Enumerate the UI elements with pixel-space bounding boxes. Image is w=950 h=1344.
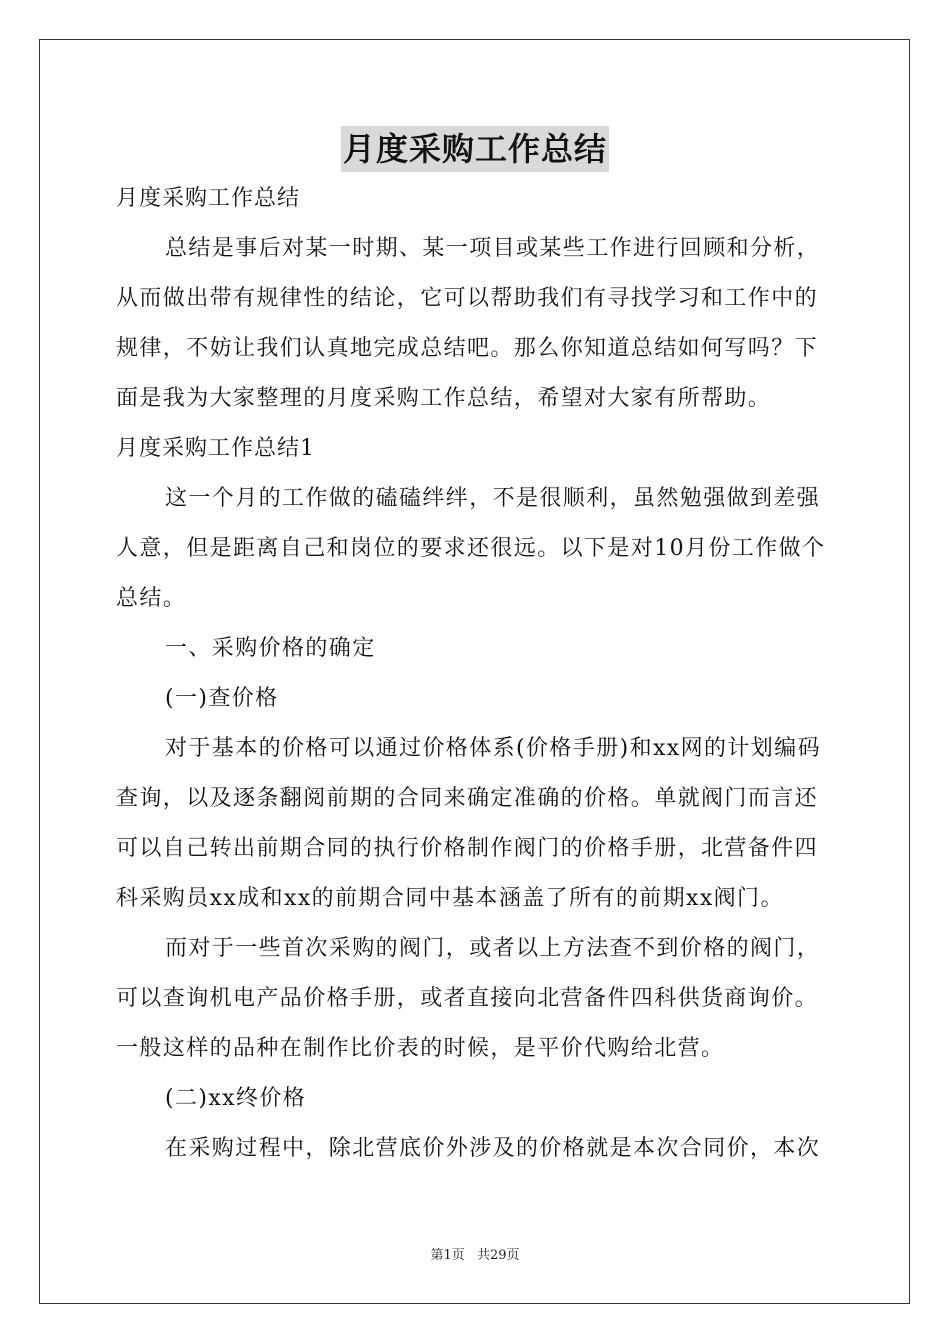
subsection-item: (二)xx终价格 [165, 1086, 307, 1111]
page-number: 第1页 [430, 1248, 465, 1263]
document-title: 月度采购工作总结 [341, 126, 609, 172]
section-heading-1: 月度采购工作总结1 [116, 436, 315, 461]
title-wrap [0, 126, 950, 172]
body-paragraph: 在采购过程中，除北营底价外涉及的价格就是本次合同价，本次 [165, 1136, 821, 1161]
intro-heading: 月度采购工作总结 [116, 186, 301, 211]
subsection-item: (一)查价格 [165, 686, 279, 711]
page-footer [0, 1244, 950, 1263]
document-body [116, 174, 836, 1174]
body-paragraph: 而对于一些首次采购的阀门，或者以上方法查不到价格的阀门，可以查询机电产品价格手册，或者直接向北营备件四科供货商询价。一般这样的品种在制作比价表的时候，是平价代购给北营。 [116, 936, 821, 1061]
subsection-heading: 一、采购价格的确定 [165, 636, 376, 661]
page-total: 共29页 [476, 1248, 520, 1263]
intro-paragraph: 总结是事后对某一时期、某一项目或某些工作进行回顾和分析，从而做出带有规律性的结论，它可以帮助我们有寻找学习和工作中的规律，不妨让我们认真地完成总结吧。那么你知道总结如何写吗？下面是我为大家整理的月度采购工作总结，希望对大家有所帮助。 [116, 236, 821, 411]
body-paragraph: 这一个月的工作做的磕磕绊绊，不是很顺利，虽然勉强做到差强人意，但是距离自己和岗位的要求还很远。以下是对10月份工作做个总结。 [116, 486, 826, 611]
body-paragraph: 对于基本的价格可以通过价格体系(价格手册)和xx网的计划编码查询，以及逐条翻阅前期的合同来确定准确的价格。单就阀门而言还可以自己转出前期合同的执行价格制作阀门的价格手册，北营备件四科采购员xx成和xx的前期合同中基本涵盖了所有的前期xx阀门。 [116, 736, 821, 911]
